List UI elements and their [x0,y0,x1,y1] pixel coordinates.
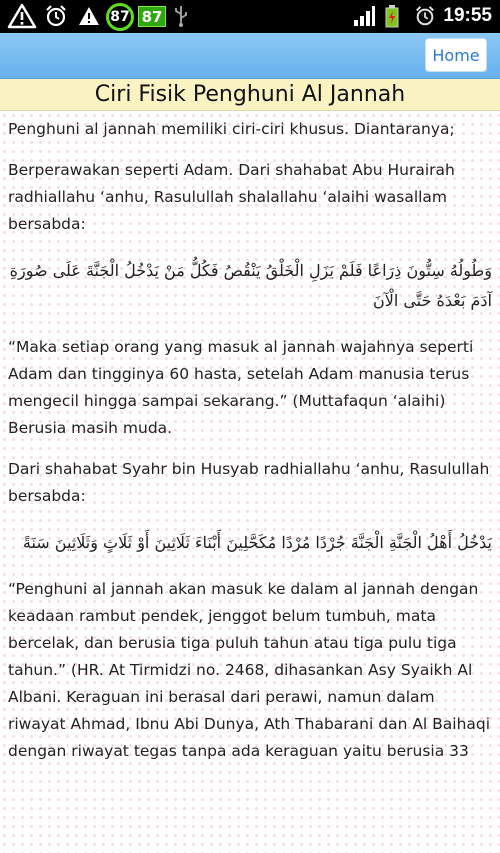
arabic-text: وَطُولُهُ سِتُّونَ ذِرَاعًا فَلَمْ يَزَلِ الْخَلْقُ يَنْقُصُ فَكُلُّ مَنْ يَدْخُلُ الْجَنَّةَ عَلَى صُورَةِ آدَمَ بَعْدَهُ حَتَّى الْآنَ [9,261,492,310]
title-bar [0,79,500,111]
warning-icon [78,4,100,28]
paragraph: “Maka setiap orang yang masuk al jannah wajahnya seperti Adam dan tingginya 60 hasta, setelah Adam manusia terus mengecil hingga sampai sekarang.” (Muttafaqun ‘alaihi) Berusia masih muda. [8,338,474,437]
battery-icon [384,4,400,28]
page-title: Ciri Fisik Penghuni Al Jannah [94,82,406,107]
action-bar [0,33,500,79]
battery-percent-badge: 87 [106,3,134,31]
alarm-icon [414,4,436,28]
arabic-text: يَدْخُلُ أَهْلُ الْجَنَّةِ الْجَنَّةَ جُرْدًا مُرْدًا مُكَحَّلِينَ أَبْنَاءَ ثَلَاثِينَ أَوْ ثَلَاثٍ وَثَلَاثِينَ سَنَةً [22,533,492,552]
clock: 19:55 [443,5,492,26]
status-bar [0,0,500,33]
alarm-icon [43,4,69,28]
paragraph: Berperawakan seperti Adam. Dari shahabat Abu Hurairah radhiallahu ‘anhu, Rasulullah shalallahu ‘alaihi wasallam bersabda: [8,161,455,233]
usb-icon [172,4,190,28]
paragraph: “Penghuni al jannah akan masuk ke dalam al jannah dengan keadaan rambut pendek, jenggot belum tumbuh, mata bercelak, dan berusia tiga puluh tahun atau tiga pulu tiga tahun.” (HR. At Tirmidzi no. 2468, dihasankan Asy Syaikh Al Albani. Keraguan ini berasal dari perawi, namun dalam riwayat Ahmad, Ibnu Abi Dunya, Ath Thabarani dan Al Baihaqi dengan riwayat tegas tanpa ada keraguan yaitu berusia 33 [8,580,491,760]
paragraph: Dari shahabat Syahr bin Husyab radhiallahu ‘anhu, Rasulullah bersabda: [8,460,490,505]
battery-level-badge: 87 [138,6,166,27]
article-content[interactable] [0,111,500,853]
paragraph: Penghuni al jannah memiliki ciri-ciri khusus. Diantaranya; [8,120,455,138]
signal-icon [352,4,376,28]
home-button[interactable]: Home [425,38,487,72]
warning-icon [6,4,38,28]
